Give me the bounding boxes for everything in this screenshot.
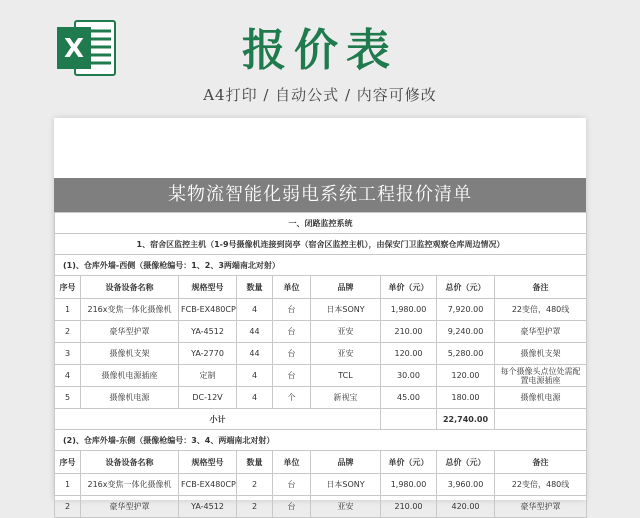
table-cell: 摄像机支架 (81, 343, 179, 365)
table-cell: 日本SONY (311, 299, 381, 321)
table-cell: 豪华型护罩 (495, 496, 587, 518)
hero-header (0, 0, 640, 118)
table-cell: 180.00 (437, 387, 495, 409)
subtotal-empty (495, 409, 587, 430)
col-header: 备注 (495, 451, 587, 474)
table-cell: 定制 (179, 365, 237, 387)
table-cell: 豪华型护罩 (81, 496, 179, 518)
table-cell: 4 (237, 387, 273, 409)
table-cell: 3 (55, 343, 81, 365)
table-cell: 摄像机支架 (495, 343, 587, 365)
group1-rows (55, 299, 587, 409)
table-cell: 1,980.00 (381, 299, 437, 321)
table-cell: FCB-EX480CP (179, 474, 237, 496)
col-header: 序号 (55, 276, 81, 299)
table-cell: 豪华型护罩 (495, 321, 587, 343)
table-cell: 22变倍，480线 (495, 474, 587, 496)
table-cell: 420.00 (437, 496, 495, 518)
col-header: 规格型号 (179, 451, 237, 474)
table-cell: 216x变焦一体化摄像机 (81, 474, 179, 496)
sheet-top-margin (54, 118, 586, 178)
table-cell: 摄像机电源 (81, 387, 179, 409)
table-cell: 4 (237, 365, 273, 387)
col-header: 设备设备名称 (81, 276, 179, 299)
group-title-row (55, 430, 587, 451)
header-row (55, 276, 587, 299)
table-cell: 210.00 (381, 496, 437, 518)
table-cell: 日本SONY (311, 474, 381, 496)
subtotal-row (55, 409, 587, 430)
col-header: 单位 (273, 276, 311, 299)
page-subtitle: A4打印 / 自动公式 / 内容可修改 (203, 86, 437, 104)
group1-title: (1)、仓库外墙-西侧（摄像枪编号：1、2、3两端南北对射） (55, 255, 587, 276)
col-header: 总价（元） (437, 451, 495, 474)
col-header: 数量 (237, 451, 273, 474)
header-row (55, 451, 587, 474)
table-row (55, 474, 587, 496)
table-cell: 每个摄像头点位处需配置电源插座 (495, 365, 587, 387)
table-cell: 亚安 (311, 321, 381, 343)
table-cell: YA-4512 (179, 496, 237, 518)
col-header: 规格型号 (179, 276, 237, 299)
table-cell: 2 (237, 496, 273, 518)
col-header: 品牌 (311, 451, 381, 474)
col-header: 单价（元） (381, 276, 437, 299)
table-cell: 210.00 (381, 321, 437, 343)
col-header: 单位 (273, 451, 311, 474)
sheet-banner-title: 某物流智能化弱电系统工程报价清单 (54, 178, 586, 212)
group2-rows (55, 474, 587, 518)
table-cell: 30.00 (381, 365, 437, 387)
table-cell: 台 (273, 299, 311, 321)
table-cell: 台 (273, 474, 311, 496)
table-cell: FCB-EX480CP (179, 299, 237, 321)
subtotal-label: 小计 (55, 409, 381, 430)
table-cell: 5,280.00 (437, 343, 495, 365)
table-cell: 台 (273, 496, 311, 518)
table-cell: 1,980.00 (381, 474, 437, 496)
table-cell: 豪华型护罩 (81, 321, 179, 343)
section-title: 一、闭路监控系统 (55, 213, 587, 234)
subsection-title: 1、宿舍区监控主机（1-9号摄像机连接到岗亭（宿舍区监控主机），由保安门卫监控观察仓库周边情况） (55, 234, 587, 255)
table-cell: 1 (55, 474, 81, 496)
table-cell: 台 (273, 343, 311, 365)
col-header: 总价（元） (437, 276, 495, 299)
table-cell: 22变倍，480线 (495, 299, 587, 321)
table-row (55, 343, 587, 365)
table-cell: 45.00 (381, 387, 437, 409)
table-cell: 44 (237, 321, 273, 343)
table-cell: 120.00 (437, 365, 495, 387)
table-cell: 亚安 (311, 496, 381, 518)
subtotal-empty (381, 409, 437, 430)
table-cell: 3,960.00 (437, 474, 495, 496)
group2-title: (2)、仓库外墙-东侧（摄像枪编号：3、4、两端南北对射） (55, 430, 587, 451)
table-cell: 亚安 (311, 343, 381, 365)
table-cell: 摄像机电源 (495, 387, 587, 409)
col-header: 单价（元） (381, 451, 437, 474)
logo-letter: X (63, 34, 85, 64)
subsection-row (55, 234, 587, 255)
col-header: 数量 (237, 276, 273, 299)
table-cell: TCL (311, 365, 381, 387)
table-cell: 1 (55, 299, 81, 321)
table-row (55, 365, 587, 387)
table-row (55, 387, 587, 409)
subtotal-value: 22,740.00 (437, 409, 495, 430)
table-cell: 2 (55, 496, 81, 518)
table-cell: YA-2770 (179, 343, 237, 365)
table-cell: 5 (55, 387, 81, 409)
table-row (55, 321, 587, 343)
table-cell: 台 (273, 365, 311, 387)
table-cell: 新视宝 (311, 387, 381, 409)
quote-table (54, 212, 587, 518)
table-cell: 4 (55, 365, 81, 387)
spreadsheet-page (54, 118, 586, 511)
table-cell: DC-12V (179, 387, 237, 409)
col-header: 设备设备名称 (81, 451, 179, 474)
table-cell: 个 (273, 387, 311, 409)
col-header: 品牌 (311, 276, 381, 299)
table-cell: 摄像机电源插座 (81, 365, 179, 387)
table-cell: 2 (237, 474, 273, 496)
col-header: 序号 (55, 451, 81, 474)
table-cell: 44 (237, 343, 273, 365)
page-title: 报价表 (242, 25, 398, 76)
table-cell: 7,920.00 (437, 299, 495, 321)
table-row (55, 299, 587, 321)
table-cell: 2 (55, 321, 81, 343)
group-title-row (55, 255, 587, 276)
table-cell: 216x变焦一体化摄像机 (81, 299, 179, 321)
table-cell: YA-4512 (179, 321, 237, 343)
table-cell: 4 (237, 299, 273, 321)
section-row (55, 213, 587, 234)
col-header: 备注 (495, 276, 587, 299)
table-cell: 台 (273, 321, 311, 343)
table-cell: 9,240.00 (437, 321, 495, 343)
table-row (55, 496, 587, 518)
table-cell: 120.00 (381, 343, 437, 365)
